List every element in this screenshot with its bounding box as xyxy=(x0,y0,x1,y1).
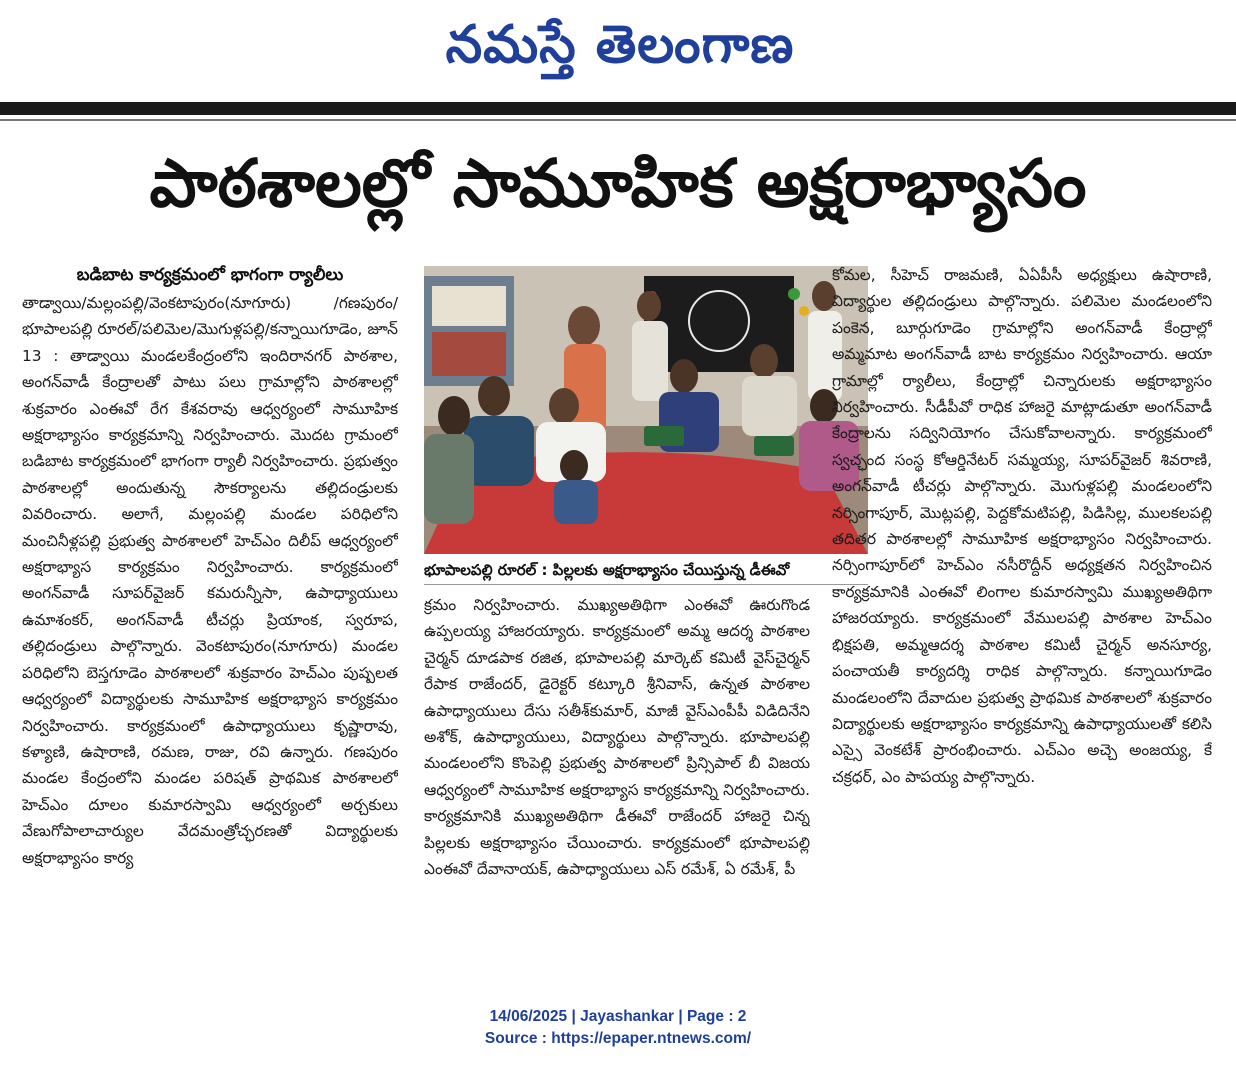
footer-source-link[interactable]: Source : https://epaper.ntnews.com/ xyxy=(484,1030,752,1047)
article-headline: పాఠశాలల్లో సామూహిక అక్షరాభ్యాసం xyxy=(149,145,1087,222)
masthead-rule-thin xyxy=(0,119,1236,121)
article-column-2: క్రమం నిర్వహించారు. ముఖ్యఅతిథిగా ఎంఈవో ఊరుగొండ ఉప్పలయ్య హాజరయ్యారు. కార్యక్రమంలో అమ్మ ఆదర్శ పాఠశాల చైర్మన్ దూడపాక రజిత, భూపాలపల్లి మార్కెట్ కమిటీ వైస్‌చైర్మన్ రేపాక రాజేందర్, డైరెక్టర్ కట్కూరి శ్రీనివాస్, ఉన్నత పాఠశాల ఉపాధ్యాయులు దేసు సతీశ్‌కుమార్, మాజీ వైస్‌ఎంపీపీ విడిదినేని అశోక్, ఉపాధ్యాయులు, విద్యార్థులు పాల్గొన్నారు. భూపాలపల్లి మండలంలోని కొంపెల్లి ప్రభుత్వ పాఠశాలలో ప్రిన్సిపాల్ బీ విజయ ఆధ్వర్యంలో సామూహిక అక్షరాభ్యాస కార్యక్రమాన్ని నిర్వహించారు. కార్యక్రమానికి ముఖ్యఅతిథిగా డీఈవో రాజేందర్ హాజరై చిన్న పిల్లలకు అక్షరాభ్యాసం చేయించారు. కార్యక్రమంలో భూపాలపల్లి ఎంఈవో దేవానాయక్, ఉపాధ్యాయులు ఎస్ రమేశ్, ఏ రమేశ్, పీ xyxy=(424,596,810,879)
article-photo xyxy=(424,266,868,554)
article-subhead: బడిబాట కార్యక్రమంలో భాగంగా ర్యాలీలు xyxy=(76,265,344,285)
footer-date-page: 14/06/2025 | Jayashankar | Page : 2 xyxy=(489,1008,747,1025)
article-column-3: కోమల, సీహెచ్ రాజమణి, ఏఏపీసీ అధ్యక్షులు ఉషారాణి, విద్యార్థుల తల్లిదండ్రులు పాల్గొన్నారు. పలిమెల మండలంలోని పంకెన, బూర్గుగూడెం గ్రామాల్లోని అంగన్‌వాడీ కేంద్రాల్లో అమ్మమాట అంగన్‌వాడీ బాట కార్యక్రమం నిర్వహించారు. ఆయా గ్రామాల్లో ర్యాలీలు, కేంద్రాల్లో చిన్నారులకు అక్షరాభ్యాసం నిర్వహించారు. సీడీపీవో రాధిక హాజరై మాట్లాడుతూ అంగన్‌వాడీ కేంద్రాలను సద్వినియోగం చేసుకోవాలన్నారు. కార్యక్రమంలో స్వచ్ఛంద సంస్థ కోఆర్డినేటర్ సమ్మయ్య, సూపర్‌వైజర్ శివరాణి, అంగన్‌వాడీ టీచర్లు పాల్గొన్నారు. మొగుళ్లపల్లి మండలంలోని నర్సింగాపూర్, మొట్లపల్లి, పెద్దకోమటిపల్లి, పిడిసిల్ల, ములకలపల్లి తదితర పాఠశాలల్లో సామూహిక అక్షరాభ్యాసం నిర్వహించారు. నర్సింగాపూర్‌లో హెచ్‌ఎం నసీరొద్దీన్ అధ్యక్షతన నిర్వహించిన కార్యక్రమానికి ఎంఈవో లింగాల కుమారస్వామి ముఖ్యఅతిథిగా హాజరయ్యారు. కార్యక్రమంలో వేములపల్లి పాఠశాల హెచ్‌ఎం భిక్షపతి, అమ్మఆదర్శ పాఠశాల కమిటీ చైర్మన్ అనసూర్య, పంచాయతీ కార్యదర్శి రాధిక పాల్గొన్నారు. కన్నాయిగూడెం మండలంలోని దేవాదుల ప్రభుత్వ ప్రాథమిక పాఠశాలలో శుక్రవారం విద్యార్థులకు అక్షరాభ్యాసం కార్యక్రమాన్ని ఉపాధ్యాయులతో కలిసి ఎస్సై వెంకటేశ్ ప్రారంభించారు. ఎచ్‌ఎం అచ్చె అంజయ్య, కే చక్రధర్, ఎం పాపయ్య పాల్గొన్నారు. xyxy=(832,266,1212,786)
photo-caption: భూపాలపల్లి రూరల్ : పిల్లలకు అక్షరాభ్యాసం చేయిస్తున్న డీఈవో xyxy=(424,556,868,585)
masthead-rule xyxy=(0,102,1236,115)
article-column-1: తాడ్వాయి/మల్లంపల్లి/వెంకటాపురం(నూగూరు) /గణపురం/భూపాలపల్లి రూరల్/పలిమెల/మొగుళ్లపల్లి/కన్నాయిగూడెం, జూన్ 13 : తాడ్వాయి మండలకేంద్రంలోని ఇందిరానగర్ పాఠశాల, అంగన్‌వాడీ కేంద్రాలతో పాటు పలు గ్రామాల్లోని పాఠశాలల్లో శుక్రవారం ఎంఈవో రేగ కేశవరావు ఆధ్వర్యంలో సామూహిక అక్షరాభ్యాసం కార్యక్రమాన్ని నిర్వహించారు. మొదట గ్రామంలో బడిబాట కార్యక్రమంలో భాగంగా ర్యాలీ నిర్వహించారు. ప్రభుత్వం పాఠశాలల్లో అందుతున్న సౌకర్యాలను తల్లిదండ్రులకు వివరించారు. అలాగే, మల్లంపల్లి మండల పరిధిలోని మంచినీళ్లపల్లి ప్రభుత్వ పాఠశాలలో హెచ్‌ఎం దిలీప్ ఆధ్వర్యంలో అక్షరాభ్యాస కార్యక్రమం నిర్వహించారు. కార్యక్రమంలో అంగన్‌వాడీ సూపర్‌వైజర్ కమరున్నీసా, ఉపాధ్యాయులు ఉమాశంకర్, అంగన్‌వాడీ టీచర్లు ప్రియాంక, స్వరూప, తల్లిదండ్రులు పాల్గొన్నారు. వెంకటాపురం(నూగూరు) మండల పరిధిలోని బెస్తగూడెం పాఠశాలలో శుక్రవారం హెచ్‌ఎం పుష్పలత ఆధ్వర్యంలో విద్యార్థులకు సామూహిక అక్షరాభ్యాస కార్యక్రమం నిర్వహించారు. కార్యక్రమంలో ఉపాధ్యాయులు కృష్ణారావు, కళ్యాణి, ఉషారాణి, రమణ, రాజు, రవి ఉన్నారు. గణపురం మండల కేంద్రంలోని మండల పరిషత్ ప్రాథమిక పాఠశాలలో హెచ్‌ఎం దూలం కుమారస్వామి ఆధ్వర్యంలో అర్చకులు వేణుగోపాలాచార్యుల వేదమంత్రోచ్ఛరణతో విద్యార్థులకు అక్షరాభ్యాసం కార్య xyxy=(22,294,398,867)
newspaper-logo: నమస్తే తెలంగాణ xyxy=(445,15,795,75)
masthead xyxy=(0,0,1236,96)
photo-illustration xyxy=(424,266,868,554)
